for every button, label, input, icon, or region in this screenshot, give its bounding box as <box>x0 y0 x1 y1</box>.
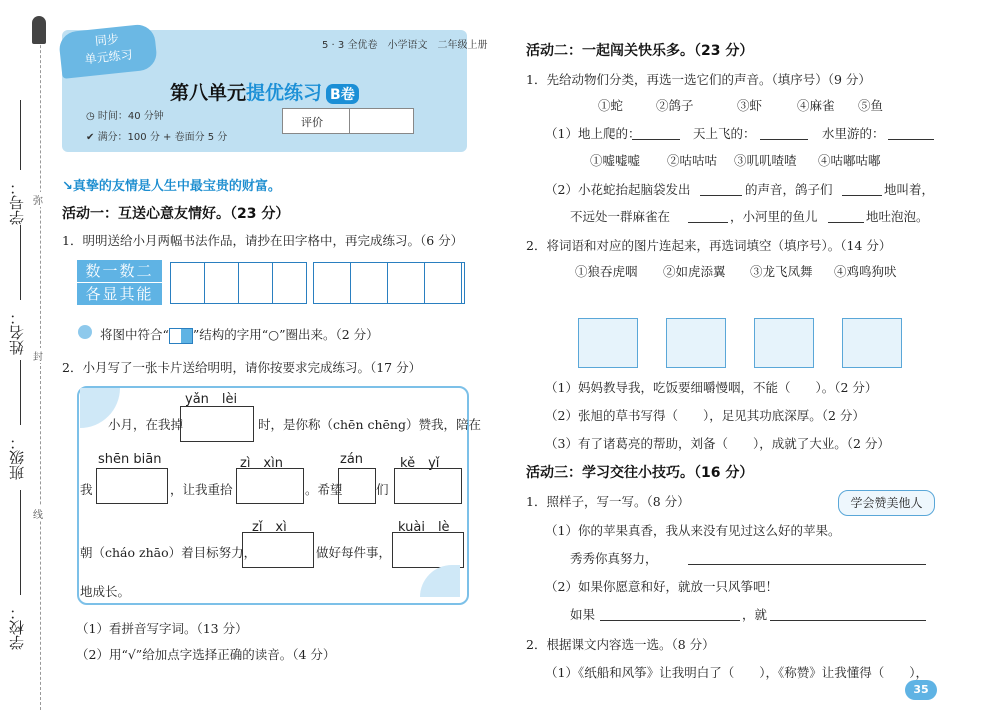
time-info <box>86 107 164 122</box>
sound-2: ②咕咕咕 <box>667 153 718 168</box>
calligraphy-word-2: 各显其能 <box>77 283 162 305</box>
question-2: 2．小月写了一张卡片送给明明，请你按要求完成练习。（17 分） <box>62 360 422 375</box>
series-info: 5 · 3 全优卷 小学语文 二年级上册 <box>322 40 488 51</box>
example-4a: 如果 <box>570 607 596 622</box>
sound-1: ①嘘嘘嘘 <box>590 153 641 168</box>
example-2: 秀秀你真努力， <box>570 551 658 566</box>
school-label: 学校： <box>8 605 26 650</box>
sound-4: ④咕嘟咕嘟 <box>818 153 881 168</box>
badge-line-2: 单元练习 <box>84 47 134 67</box>
card-sub-1: （1）看拼音写字词。（13 分） <box>76 621 248 636</box>
pinyin-2: shēn biān <box>98 452 162 467</box>
card-line-3b: 做好每件事， <box>316 545 392 560</box>
answer-grid-7[interactable] <box>392 532 464 568</box>
idiom-fill-3: （3）有了诸葛亮的帮助，刘备（ ），成就了大业。（2 分） <box>545 436 890 451</box>
answer-grid-3[interactable] <box>236 468 304 504</box>
r-question-2: 2．将词语和对应的图片连起来，再选词填空（填序号）。（14 分） <box>526 238 892 253</box>
class-field[interactable] <box>20 360 21 425</box>
text-choice-1: （1）《纸船和风筝》让我明白了（ ），《称赞》让我懂得（ ）， <box>545 665 928 680</box>
blank-swim[interactable] <box>888 123 934 140</box>
answer-grid-5[interactable] <box>394 468 462 504</box>
evaluation-label: 评价 <box>301 116 323 129</box>
answer-grid-2[interactable] <box>96 468 168 504</box>
idiom-1: ①狼吞虎咽 <box>575 264 638 279</box>
unit-title-b: 提优练习 <box>246 82 323 104</box>
q1-sub-a: 将图中符合“ <box>100 327 169 342</box>
unit-title-a: 第八单元 <box>170 82 247 104</box>
card-line-3a: 朝（cháo zhāo）着目标努力， <box>80 545 257 560</box>
fill-line-3a: 不远处一群麻雀在 <box>570 209 671 224</box>
pinyin-7: kuài lè <box>398 520 450 535</box>
check-icon: ✔ <box>86 132 98 143</box>
pinyin-5: kě yǐ <box>400 456 440 471</box>
cut-mark-xian: 线 <box>33 506 43 521</box>
calligraphy-word-1: 数一数二 <box>77 260 162 282</box>
pinyin-3: zì xìn <box>240 456 283 471</box>
tianzige-grid-1[interactable] <box>170 262 307 304</box>
score-info <box>86 128 227 143</box>
student-id-label: 学号： <box>8 180 26 225</box>
motto <box>62 175 281 194</box>
card-line-4: 地成长。 <box>80 584 131 599</box>
answer-line-1[interactable] <box>688 548 926 565</box>
idiom-2: ②如虎添翼 <box>663 264 726 279</box>
card-line-1b: 时，是你称（chēn chēng）赞我，陪在 <box>258 417 481 432</box>
picture-dragon-phoenix[interactable] <box>666 318 726 368</box>
activity-2-title: 活动二：一起闯关快乐多。（23 分） <box>526 43 754 59</box>
example-4b: ，就 <box>742 607 768 622</box>
badge-line-1: 同步 <box>94 31 120 49</box>
example-3: （2）如果你愿意和好，就放一只风筝吧！ <box>545 579 778 594</box>
r-question-4: 2．根据课文内容选一选。（8 分） <box>526 637 715 652</box>
picture-boy-eating[interactable] <box>578 318 638 368</box>
name-field[interactable] <box>20 225 21 300</box>
blank-sound-3[interactable] <box>688 206 728 223</box>
picture-rooster-dog[interactable] <box>754 318 814 368</box>
card-line-2a: 我 <box>80 482 93 497</box>
r-question-1: 1．先给动物们分类，再选一选它们的声音。（填序号）（9 分） <box>526 72 871 87</box>
idiom-3: ③龙飞凤舞 <box>750 264 813 279</box>
animal-5: ⑤鱼 <box>858 98 884 113</box>
question-1-sub <box>100 325 379 344</box>
idiom-4: ④鸡鸣狗吠 <box>834 264 897 279</box>
unit-title <box>170 78 359 105</box>
q1-sub-b: ”结构的字用“○”圈出来。（2 分） <box>192 327 379 342</box>
pinyin-4: zán <box>340 452 364 467</box>
card-sub-2: （2）用“√”给加点字选择正确的读音。（4 分） <box>76 647 336 662</box>
blank-sound-1[interactable] <box>700 179 742 196</box>
class-label: 班级： <box>8 435 26 480</box>
card-line-2b: ，让我重拾 <box>170 482 233 497</box>
animal-2: ②鸽子 <box>656 98 694 113</box>
score-text: 满分：100 分 + 卷面分 5 分 <box>97 132 228 143</box>
fill-line-2c: 地叫着， <box>884 182 935 197</box>
cut-mark-mi: 弥 <box>33 192 43 207</box>
fill-line-2a: （2）小花蛇抬起脑袋发出 <box>545 182 691 197</box>
class-swim: 水里游的： <box>822 126 885 141</box>
blank-crawl[interactable] <box>632 123 680 140</box>
tianzige-grid-2[interactable] <box>313 262 465 304</box>
activity-3-title: 活动三：学习交往小技巧。（16 分） <box>526 465 754 481</box>
idiom-fill-1: （1）妈妈教导我，吃饭要细嚼慢咽，不能（ ）。（2 分） <box>545 380 878 395</box>
school-field[interactable] <box>20 490 21 595</box>
name-label: 姓名： <box>8 310 26 355</box>
praise-tag: 学会赞美他人 <box>838 490 935 516</box>
student-id-field[interactable] <box>20 100 21 170</box>
sound-3: ③叽叽喳喳 <box>734 153 797 168</box>
question-1: 1．明明送给小月两幅书法作品，请抄在田字格中，再完成练习。（6 分） <box>62 233 464 248</box>
arrow-icon: ↘ <box>62 179 73 194</box>
animal-1: ①蛇 <box>598 98 624 113</box>
card-line-1a: 小月，在我掉 <box>108 417 184 432</box>
r-question-3: 1．照样子，写一写。（8 分） <box>526 494 690 509</box>
class-fly: 天上飞的： <box>693 126 756 141</box>
binding-strip <box>0 0 50 720</box>
answer-grid-4[interactable] <box>338 468 376 504</box>
fill-line-3b: ，小河里的鱼儿 <box>730 209 818 224</box>
time-text: 时间：40 分钟 <box>97 111 164 122</box>
activity-1-title: 活动一：互送心意友情好。（23 分） <box>62 206 290 222</box>
answer-grid-1[interactable] <box>180 406 254 442</box>
cut-line <box>40 20 41 710</box>
rocket-icon <box>32 16 46 44</box>
cut-mark-feng: 封 <box>33 348 43 363</box>
answer-line-2[interactable] <box>600 604 740 621</box>
class-crawl: （1）地上爬的： <box>545 126 641 141</box>
evaluation-box <box>282 108 414 134</box>
pinyin-6: zǐ xì <box>252 520 287 535</box>
blank-sound-4[interactable] <box>828 206 864 223</box>
fill-line-3c: 地吐泡泡。 <box>866 209 929 224</box>
flower-icon <box>78 325 92 339</box>
example-1: （1）你的苹果真香，我从来没有见过这么好的苹果。 <box>545 523 841 538</box>
page-number: 35 <box>905 680 937 700</box>
idiom-fill-2: （2）张旭的草书写得（ ），足见其功底深厚。（2 分） <box>545 408 865 423</box>
blank-fly[interactable] <box>760 123 808 140</box>
structure-icon <box>169 328 193 344</box>
animal-4: ④麻雀 <box>797 98 835 113</box>
blank-sound-2[interactable] <box>842 179 882 196</box>
paper-version-badge: B卷 <box>326 84 359 104</box>
answer-grid-6[interactable] <box>242 532 314 568</box>
card-line-2c: 。希望 <box>305 482 343 497</box>
animal-3: ③虾 <box>737 98 763 113</box>
card-line-2d: 们 <box>376 482 389 497</box>
clock-icon: ◷ <box>86 111 98 122</box>
motto-text: 真挚的友情是人生中最宝贵的财富。 <box>72 179 281 194</box>
pinyin-1: yǎn lèi <box>185 392 238 407</box>
picture-winged-tiger[interactable] <box>842 318 902 368</box>
answer-line-3[interactable] <box>770 604 926 621</box>
fill-line-2b: 的声音，鸽子们 <box>745 182 833 197</box>
